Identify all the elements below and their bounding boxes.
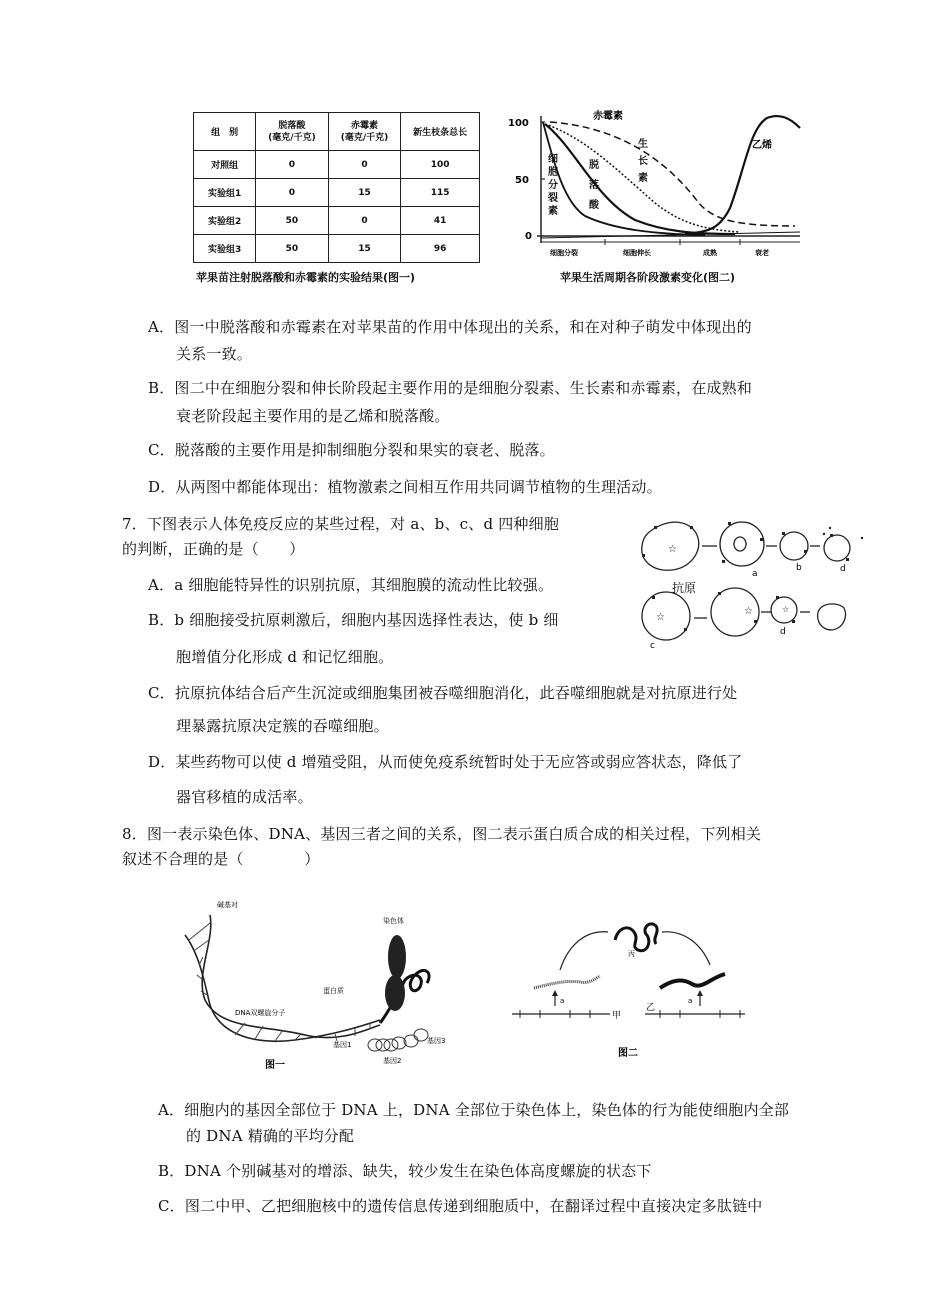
q7-option-d-line1: D．某些药物可以使 d 增殖受阻，从而使免疫系统暂时处于无应答或弱应答状态，降低了 [148, 753, 743, 771]
label-d-top: d [840, 564, 846, 574]
q8-stem-line1: 8．图一表示染色体、DNA、基因三者之间的关系，图二表示蛋白质合成的相关过程，下列相关 [122, 825, 762, 843]
label-base-pair: 碱基对 [217, 901, 238, 909]
stage-label: 细胞分裂 [550, 249, 578, 257]
q7-immune-figure [632, 508, 872, 658]
label-b: b [796, 563, 802, 573]
table-cell: 0 [328, 207, 401, 235]
table-cell: 对照组 [194, 151, 256, 179]
table-header-row [194, 113, 480, 151]
label-chromosome: 染色体 [383, 917, 404, 925]
label-jia: 甲 [612, 1011, 622, 1021]
table-row [194, 207, 480, 235]
table-cell: 实验组1 [194, 179, 256, 207]
q8-option-b: B．DNA 个别碱基对的增添、缺失，较少发生在染色体高度螺旋的状态下 [158, 1162, 652, 1180]
q7-option-c-line1: C．抗原抗体结合后产生沉淀或细胞集团被吞噬细胞消化，此吞噬细胞就是对抗原进行处 [148, 684, 738, 702]
star-antigen-icon: ☆ [656, 612, 665, 623]
table-cell: 41 [401, 207, 480, 235]
table-header-group: 组 别 [194, 113, 256, 151]
table-cell: 115 [401, 179, 480, 207]
lysed-cell [818, 604, 846, 630]
chromosome [385, 935, 406, 1011]
q6-option-d: D．从两图中都能体现出：植物激素之间相互作用共同调节植物的生理活动。 [148, 478, 662, 496]
gene-coils [368, 1029, 428, 1051]
stage-label: 衰老 [755, 249, 769, 257]
nucleus [734, 537, 746, 551]
label-a: a [752, 569, 758, 579]
table-cell: 0 [256, 179, 329, 207]
star-antigen-icon: ☆ [744, 606, 753, 617]
q6-option-c: C．脱落酸的主要作用是抑制细胞分裂和果实的衰老、脱落。 [148, 441, 555, 459]
table-row [194, 235, 480, 263]
arrow-head [552, 990, 558, 996]
label-bing: 丙 [628, 950, 635, 958]
label-yi: 乙 [646, 1003, 656, 1013]
table-cell: 实验组2 [194, 207, 256, 235]
q7-option-c-line2: 理暴露抗原决定簇的吞噬细胞。 [176, 717, 389, 735]
label-gene2: 基因2 [383, 1057, 402, 1065]
table-header-length: 新生枝条总长 [401, 113, 480, 151]
mrna-yi [660, 974, 725, 988]
q8-fig2-caption: 图二 [618, 1048, 638, 1059]
cell-b [780, 532, 808, 560]
label-gene3: 基因3 [427, 1037, 446, 1045]
label-c: c [650, 641, 655, 651]
label-auxin: 生长素 [638, 139, 648, 184]
table-cell: 实验组3 [194, 235, 256, 263]
table-row [194, 151, 480, 179]
stage-label: 细胞伸长 [623, 249, 651, 257]
label-aba: 脱落酸 [589, 160, 599, 211]
cell-c [642, 592, 690, 640]
q7-option-b-line2: 胞增值分化形成 d 和记忆细胞。 [176, 648, 394, 666]
cell-d-top [824, 535, 850, 561]
table-cell: 50 [256, 235, 329, 263]
stage-label: 成熟 [703, 249, 717, 257]
protein-bing [615, 924, 657, 951]
table-cell: 96 [401, 235, 480, 263]
q6-option-b-line1: B．图二中在细胞分裂和伸长阶段起主要作用的是细胞分裂素、生长素和赤霉素，在成熟和 [148, 379, 753, 397]
label-dna: DNA双螺旋分子 [235, 1009, 286, 1017]
q6-option-a-line1: A．图一中脱落酸和赤霉素在对苹果苗的作用中体现出的关系，和在对种子萌发中体现出的 [148, 318, 752, 336]
dna-strand [185, 935, 380, 1041]
y-tick-label-50: 50 [515, 175, 529, 186]
table-cell: 50 [256, 207, 329, 235]
q7-option-a: A．a 细胞能特异性的识别抗原，其细胞膜的流动性比较强。 [148, 576, 554, 594]
star-antigen-icon: ☆ [668, 544, 677, 555]
q7-option-d-line2: 器官移植的成活率。 [176, 788, 313, 806]
table-cell: 0 [256, 151, 329, 179]
curve-ethylene [685, 116, 800, 234]
dna-strand [202, 915, 380, 1038]
label-a-left: a [560, 997, 565, 1005]
label-protein: 蛋白质 [323, 987, 344, 995]
label-gene1: 基因1 [333, 1041, 352, 1049]
fig1-table-figure [193, 112, 480, 264]
q8-option-c-line1: C．图二中甲、乙把细胞核中的遗传信息传递到细胞质中，在翻译过程中直接决定多肽链中 [158, 1197, 763, 1215]
table-header-aba: 脱落酸 (毫克/千克) [256, 113, 329, 151]
label-cytokinin: 细胞分裂素 [548, 154, 558, 217]
table-cell: 15 [328, 235, 401, 263]
q7-option-b-line1: B．b 细胞接受抗原刺激后，细胞内基因选择性表达，使 b 细 [148, 611, 559, 629]
table-row [194, 179, 480, 207]
fig1-table [193, 112, 480, 263]
star-antigen-icon: ☆ [782, 605, 790, 614]
mrna-jia [534, 976, 600, 988]
q8-option-a-line1: A．细胞内的基因全部位于 DNA 上，DNA 全部位于染色体上，染色体的行为能使细胞内全部 [158, 1101, 790, 1119]
cell-a [720, 522, 764, 566]
q7-stem-line1: 7．下图表示人体免疫反应的某些过程，对 a、b、c、d 四种细胞 [122, 515, 560, 533]
q8-fig1-dna-chromosome [165, 895, 495, 1075]
fig1-caption: 苹果苗注射脱落酸和赤霉素的实验结果(图一) [196, 271, 416, 284]
y-tick-label-100: 100 [508, 118, 529, 129]
q6-option-a-line2: 关系一致。 [176, 345, 253, 363]
base-pairs [189, 923, 370, 1041]
label-ethylene: 乙烯 [752, 140, 772, 151]
q8-fig2-translation [510, 910, 750, 1070]
q6-option-b-line2: 衰老阶段起主要作用的是乙烯和脱落酸。 [176, 407, 450, 425]
q7-stem-line2: 的判断，正确的是（ ） [122, 540, 305, 558]
label-d-bottom: d [780, 627, 786, 637]
table-cell: 0 [328, 151, 401, 179]
table-cell: 15 [328, 179, 401, 207]
q8-fig1-caption: 图一 [265, 1060, 285, 1071]
table-cell: 100 [401, 151, 480, 179]
curve-cytokinin [543, 122, 705, 235]
label-a-right: a [688, 997, 693, 1005]
arrow-curve-left [560, 932, 608, 970]
table-header-ga: 赤霉素 (毫克/千克) [328, 113, 401, 151]
fig2-caption: 苹果生活周期各阶段激素变化(图二) [560, 271, 736, 284]
label-gibberellin: 赤霉素 [593, 111, 623, 122]
q8-stem-line2: 叙述不合理的是（ ） [122, 850, 320, 868]
label-antigen: 抗原 [672, 581, 697, 595]
arrow-head [697, 990, 703, 996]
y-tick-label-0: 0 [525, 231, 532, 242]
q8-option-a-line2: 的 DNA 精确的平均分配 [186, 1127, 355, 1145]
arrow-curve-right [662, 932, 710, 965]
